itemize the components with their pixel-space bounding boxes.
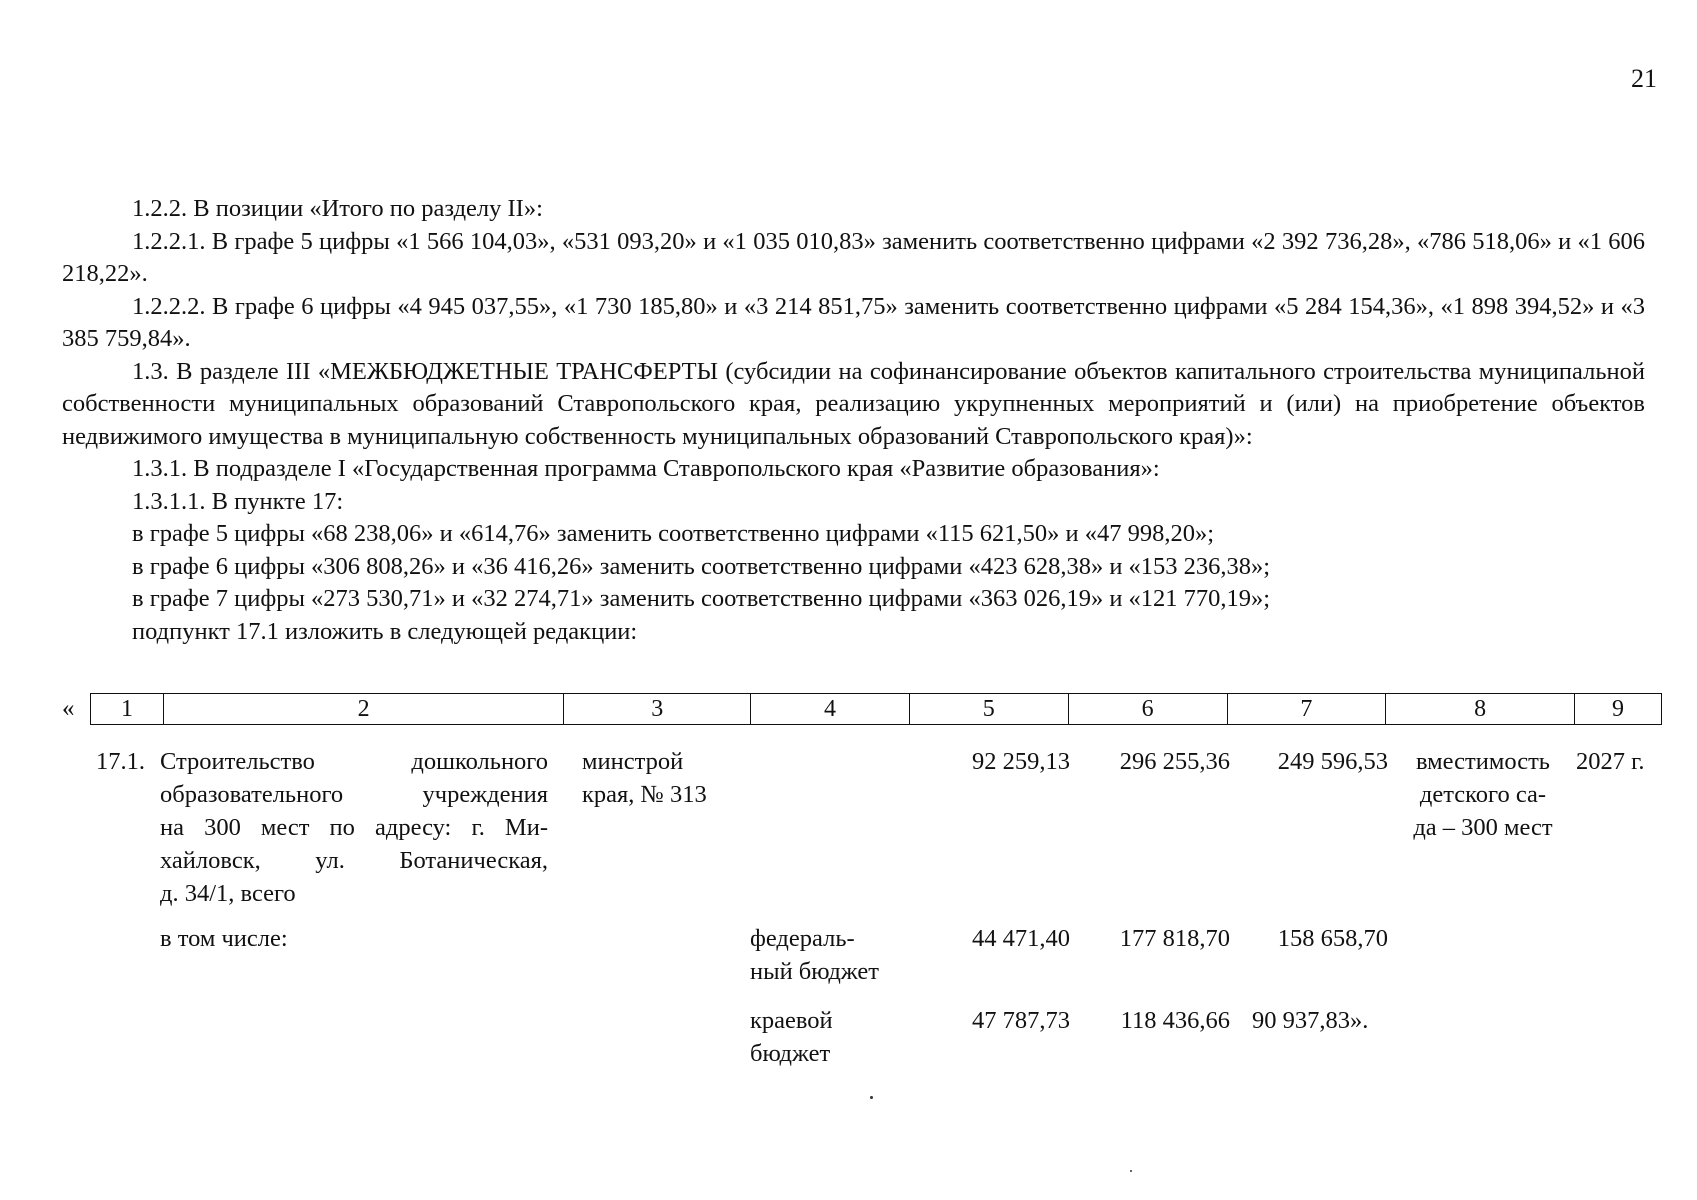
value-col5: 44 471,40 xyxy=(972,925,1070,952)
column-header: 9 xyxy=(1575,694,1662,725)
paragraph: 1.2.2.1. В графе 5 цифры «1 566 104,03», «531 093,20» и «1 035 010,83» заменить соответственно цифрами «2 392 736,28», «786 518,06» и «1 606 218,22». xyxy=(62,227,1645,287)
row-number: 17.1. xyxy=(96,748,145,775)
value-col7: 158 658,70 xyxy=(1277,925,1388,952)
responsible-body xyxy=(582,745,707,811)
paragraph: в графе 7 цифры «273 530,71» и «32 274,71» заменить соответственно цифрами «363 026,19» и «121 770,19»; xyxy=(132,585,1271,612)
paragraph: 1.2.2. В позиции «Итого по разделу II»: xyxy=(132,195,543,222)
object-name-line: хайловск, ул. Ботаническая, xyxy=(160,847,548,874)
capacity-line: вместимость xyxy=(1416,748,1550,775)
funding-source-line: бюджет xyxy=(750,1040,831,1067)
column-header: 1 xyxy=(91,694,164,725)
column-header: 7 xyxy=(1227,694,1386,725)
value-col5: 47 787,73 xyxy=(972,1007,1070,1034)
object-name xyxy=(160,745,548,910)
value-col7: 90 937,83». xyxy=(1252,1007,1369,1034)
capacity-note xyxy=(1392,745,1574,844)
paragraph: 1.3. В разделе III «МЕЖБЮДЖЕТНЫЕ ТРАНСФЕРТЫ (субсидии на софинансирование объектов капитального строительства муниципальной собственности муниципальных образований Ставропольского края, реализацию укрупненных мероприятий и (или) на приобретение объектов недвижимого имущества в муниципальную собственность муниципальных образований Ставропольского края)»: xyxy=(62,357,1645,450)
paragraph: 1.3.1.1. В пункте 17: xyxy=(132,487,344,515)
capacity-line: да – 300 мест xyxy=(1413,814,1553,841)
funding-source xyxy=(750,1004,833,1070)
object-name-line: на 300 мест по адресу: г. Ми- xyxy=(160,814,548,841)
funding-source-line: федераль- xyxy=(750,925,855,952)
including-label: в том числе: xyxy=(160,925,288,952)
capacity-line: детского са- xyxy=(1419,781,1547,808)
responsible-line: минстрой xyxy=(582,748,684,775)
column-header: 2 xyxy=(163,694,563,725)
document-body xyxy=(62,193,1645,648)
column-header: 3 xyxy=(564,694,751,725)
scan-speck xyxy=(870,1096,873,1099)
object-name-line: Строительство дошкольного xyxy=(160,748,548,775)
responsible-line: края, № 313 xyxy=(582,781,707,808)
value-col5: 92 259,13 xyxy=(972,748,1070,775)
value-col6: 118 436,66 xyxy=(1120,1007,1230,1034)
column-header: 6 xyxy=(1068,694,1227,725)
funding-source-line: ный бюджет xyxy=(750,958,879,985)
funding-source xyxy=(750,922,879,988)
paragraph: в графе 5 цифры «68 238,06» и «614,76» заменить соответственно цифрами «115 621,50» и «47 998,20»; xyxy=(132,520,1215,547)
value-col7: 249 596,53 xyxy=(1277,748,1388,775)
column-header: 5 xyxy=(909,694,1068,725)
scan-speck xyxy=(1130,1170,1132,1172)
object-name-line: д. 34/1, всего xyxy=(160,880,296,907)
table-header-row xyxy=(62,693,1662,729)
paragraph: в графе 6 цифры «306 808,26» и «36 416,26» заменить соответственно цифрами «423 628,38» и «153 236,38»; xyxy=(132,552,1271,580)
page-number: 21 xyxy=(1631,64,1657,93)
column-header: 8 xyxy=(1386,694,1575,725)
paragraph: 1.2.2.2. В графе 6 цифры «4 945 037,55», «1 730 185,80» и «3 214 851,75» заменить соответственно цифрами «5 284 154,36», «1 898 394,52» и «3 385 759,84». xyxy=(62,292,1645,352)
paragraph: подпункт 17.1 изложить в следующей редакции: xyxy=(132,617,638,645)
year: 2027 г. xyxy=(1576,748,1645,775)
paragraph: 1.3.1. В подразделе I «Государственная программа Ставропольского края «Развитие образования»: xyxy=(132,455,1160,482)
open-quote: « xyxy=(62,695,75,722)
funding-source-line: краевой xyxy=(750,1007,833,1034)
value-col6: 177 818,70 xyxy=(1119,925,1230,952)
object-name-line: образовательного учреждения xyxy=(160,781,548,808)
column-number-table xyxy=(90,693,1662,725)
column-header: 4 xyxy=(751,694,910,725)
value-col6: 296 255,36 xyxy=(1119,748,1230,775)
